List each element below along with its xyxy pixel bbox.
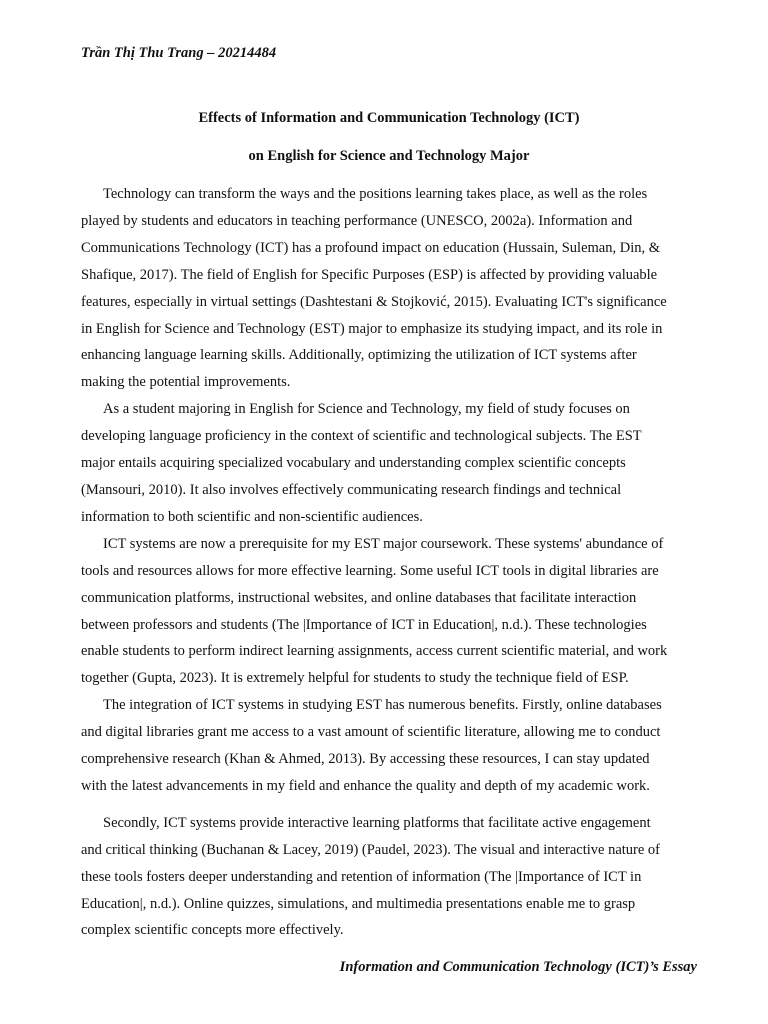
paragraph-line: between professors and students (The |Importance of ICT in Education|, n.d.). These technologies	[81, 616, 647, 633]
paragraph-line: these tools fosters deeper understanding and retention of information (The |Importance of ICT in	[81, 868, 642, 885]
essay-body	[81, 181, 701, 944]
paragraph-line: ICT systems are now a prerequisite for my EST major coursework. These systems' abundance of	[103, 535, 664, 552]
paragraph-line: and critical thinking (Buchanan & Lacey, 2019) (Paudel, 2023). The visual and interactive nature of	[81, 841, 661, 858]
paragraph-line: (Mansouri, 2010). It also involves effectively communicating research findings and technical	[81, 481, 622, 498]
paragraph-line: comprehensive research (Khan & Ahmed, 2013). By accessing these resources, I can stay updated	[81, 751, 650, 768]
paragraph-line: features, especially in virtual settings (Dashtestani & Stojković, 2015). Evaluating ICT's significance	[81, 293, 667, 310]
paragraph-line: Shafique, 2017). The field of English for Specific Purposes (ESP) is affected by providing valuable	[81, 266, 658, 283]
paragraph-line: The integration of ICT systems in studying EST has numerous benefits. Firstly, online databases	[103, 697, 662, 714]
author-line: Trần Thị Thu Trang – 20214484	[81, 45, 277, 61]
paragraph-line: making the potential improvements.	[81, 374, 291, 391]
paragraph-line: Communications Technology (ICT) has a profound impact on education (Hussain, Suleman, Din, &	[81, 239, 661, 256]
paragraph	[81, 692, 701, 800]
paragraph-line: Education|, n.d.). Online quizzes, simulations, and multimedia presentations enable me to grasp	[81, 895, 636, 912]
paragraph-line: developing language proficiency in the context of scientific and technological subjects. The EST	[81, 428, 642, 445]
paragraph-line: and digital libraries grant me access to a vast amount of scientific literature, allowing me to conduct	[81, 724, 661, 741]
title-line-1: Effects of Information and Communication Technology (ICT)	[198, 110, 580, 126]
paragraph-line: information to both scientific and non-scientific audiences.	[81, 508, 423, 525]
paragraph-line: enable students to perform indirect learning assignments, access current scientific material, and work	[81, 643, 668, 660]
paragraph	[81, 181, 701, 396]
paragraph-line: played by students and educators in teaching performance (UNESCO, 2002a). Information and	[81, 212, 633, 229]
paragraph	[81, 531, 701, 692]
paragraph-line: Secondly, ICT systems provide interactive learning platforms that facilitate active engagement	[103, 814, 651, 831]
paragraph	[81, 396, 701, 531]
paragraph-line: Technology can transform the ways and the positions learning takes place, as well as the roles	[103, 186, 648, 202]
title-line-2: on English for Science and Technology Major	[248, 148, 530, 164]
paragraph-line: together (Gupta, 2023). It is extremely helpful for students to study the technique field of ESP.	[81, 670, 629, 687]
paragraph-line: with the latest advancements in my field and enhance the quality and depth of my academic work.	[81, 777, 650, 794]
paragraph-line: enhancing language learning skills. Additionally, optimizing the utilization of ICT systems after	[81, 347, 637, 364]
paragraph-line: complex scientific concepts more effectively.	[81, 922, 344, 939]
paragraph-line: As a student majoring in English for Science and Technology, my field of study focuses on	[103, 401, 630, 418]
footer: Information and Communication Technology (ICT)’s Essay	[339, 959, 697, 975]
paragraph-line: tools and resources allows for more effective learning. Some useful ICT tools in digital libraries are	[81, 562, 659, 579]
paragraph-line: in English for Science and Technology (EST) major to emphasize its studying impact, and its role in	[81, 320, 663, 337]
paragraph-line: communication platforms, instructional websites, and online databases that facilitate interaction	[81, 589, 637, 606]
paragraph-line: major entails acquiring specialized vocabulary and understanding complex scientific concepts	[81, 455, 626, 472]
paragraph	[81, 810, 701, 945]
